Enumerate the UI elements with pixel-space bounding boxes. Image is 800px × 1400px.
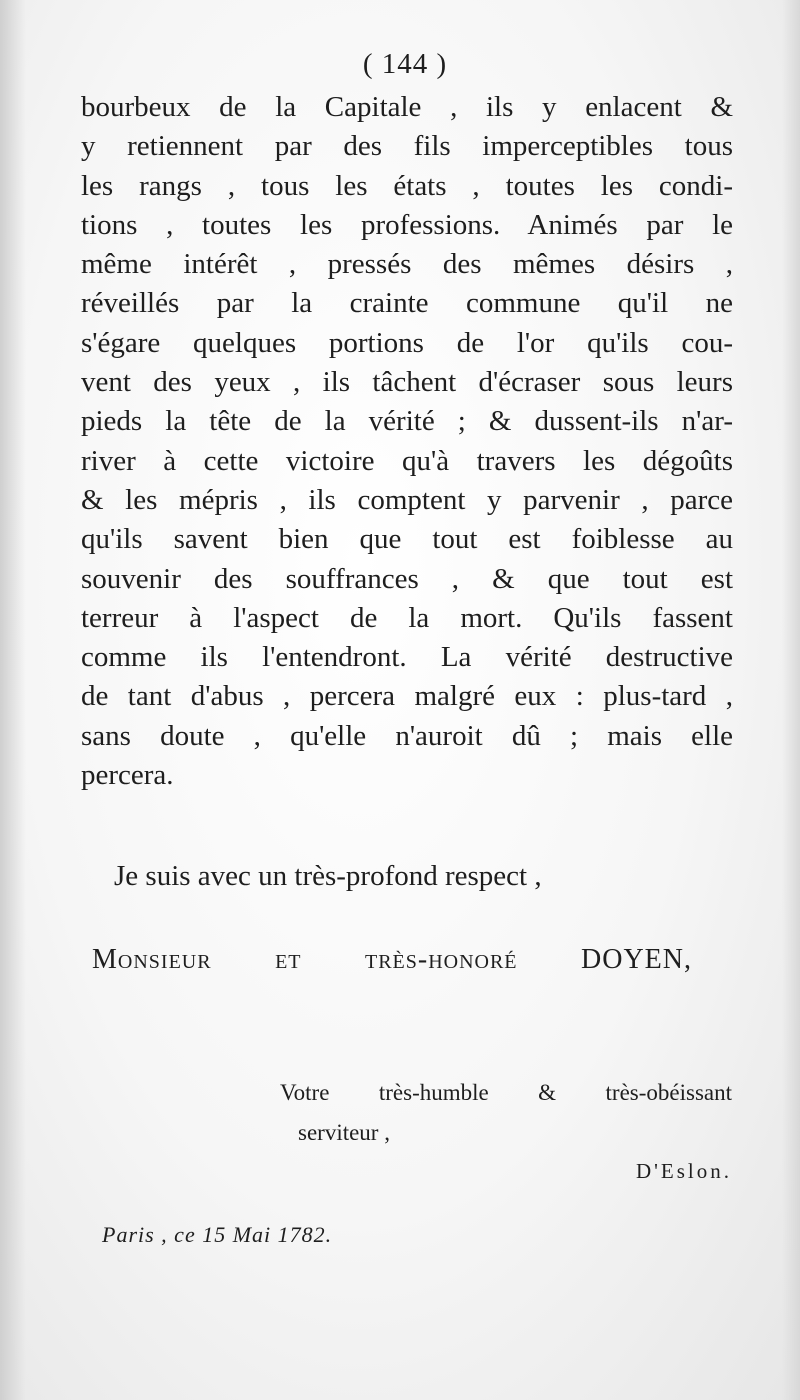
text-line: percera.: [81, 759, 174, 792]
address-first: Monsieur: [92, 944, 212, 975]
page-number: ( 144 ): [362, 48, 448, 80]
address-title: DOYEN,: [581, 944, 693, 975]
address-rest: et très-honoré: [275, 944, 518, 975]
text-line: qu'ils savent bien que tout est foiblesse au: [81, 523, 733, 556]
text-line: souvenir des souffrances , & que tout est: [81, 562, 733, 595]
signature-line-2: serviteur ,: [298, 1120, 390, 1145]
salutation-address: [92, 944, 692, 976]
text-line: de tant d'abus , percera malgré eux : plus-tard ,: [81, 680, 733, 713]
text-line: pieds la tête de la vérité ; & dussent-ils n'ar-: [81, 405, 733, 438]
signature-name: D'Eslon.: [635, 1159, 732, 1183]
dateline: Paris , ce 15 Mai 1782.: [102, 1222, 333, 1247]
text-line: & les mépris , ils comptent y parvenir , parce: [81, 483, 733, 516]
text-line: tions , toutes les professions. Animés par le: [81, 208, 733, 241]
text-line: river à cette victoire qu'à travers les dégoûts: [81, 444, 733, 477]
closing-formula: Je suis avec un très-profond respect ,: [114, 860, 542, 892]
page-edge-shadow: [782, 0, 800, 1400]
text-line: s'égare quelques portions de l'or qu'ils cou-: [81, 326, 733, 359]
text-line: vent des yeux , ils tâchent d'écraser sous leurs: [81, 366, 733, 399]
text-line: les rangs , tous les états , toutes les condi-: [81, 169, 733, 202]
text-line: terreur à l'aspect de la mort. Qu'ils fassent: [81, 601, 733, 634]
text-line: bourbeux de la Capitale , ils y enlacent &: [81, 91, 733, 123]
text-line: y retiennent par des fils imperceptibles tous: [81, 130, 733, 163]
text-line: sans doute , qu'elle n'auroit dû ; mais elle: [81, 719, 733, 752]
signature-line-1: Votre très-humble & très-obéissant: [280, 1080, 732, 1105]
body-text: [81, 88, 733, 795]
text-line: même intérêt , pressés des mêmes désirs ,: [81, 248, 733, 281]
text-line: réveillés par la crainte commune qu'il ne: [81, 287, 733, 320]
text-line: comme ils l'entendront. La vérité destructive: [81, 641, 733, 674]
gutter-shadow: [0, 0, 26, 1400]
